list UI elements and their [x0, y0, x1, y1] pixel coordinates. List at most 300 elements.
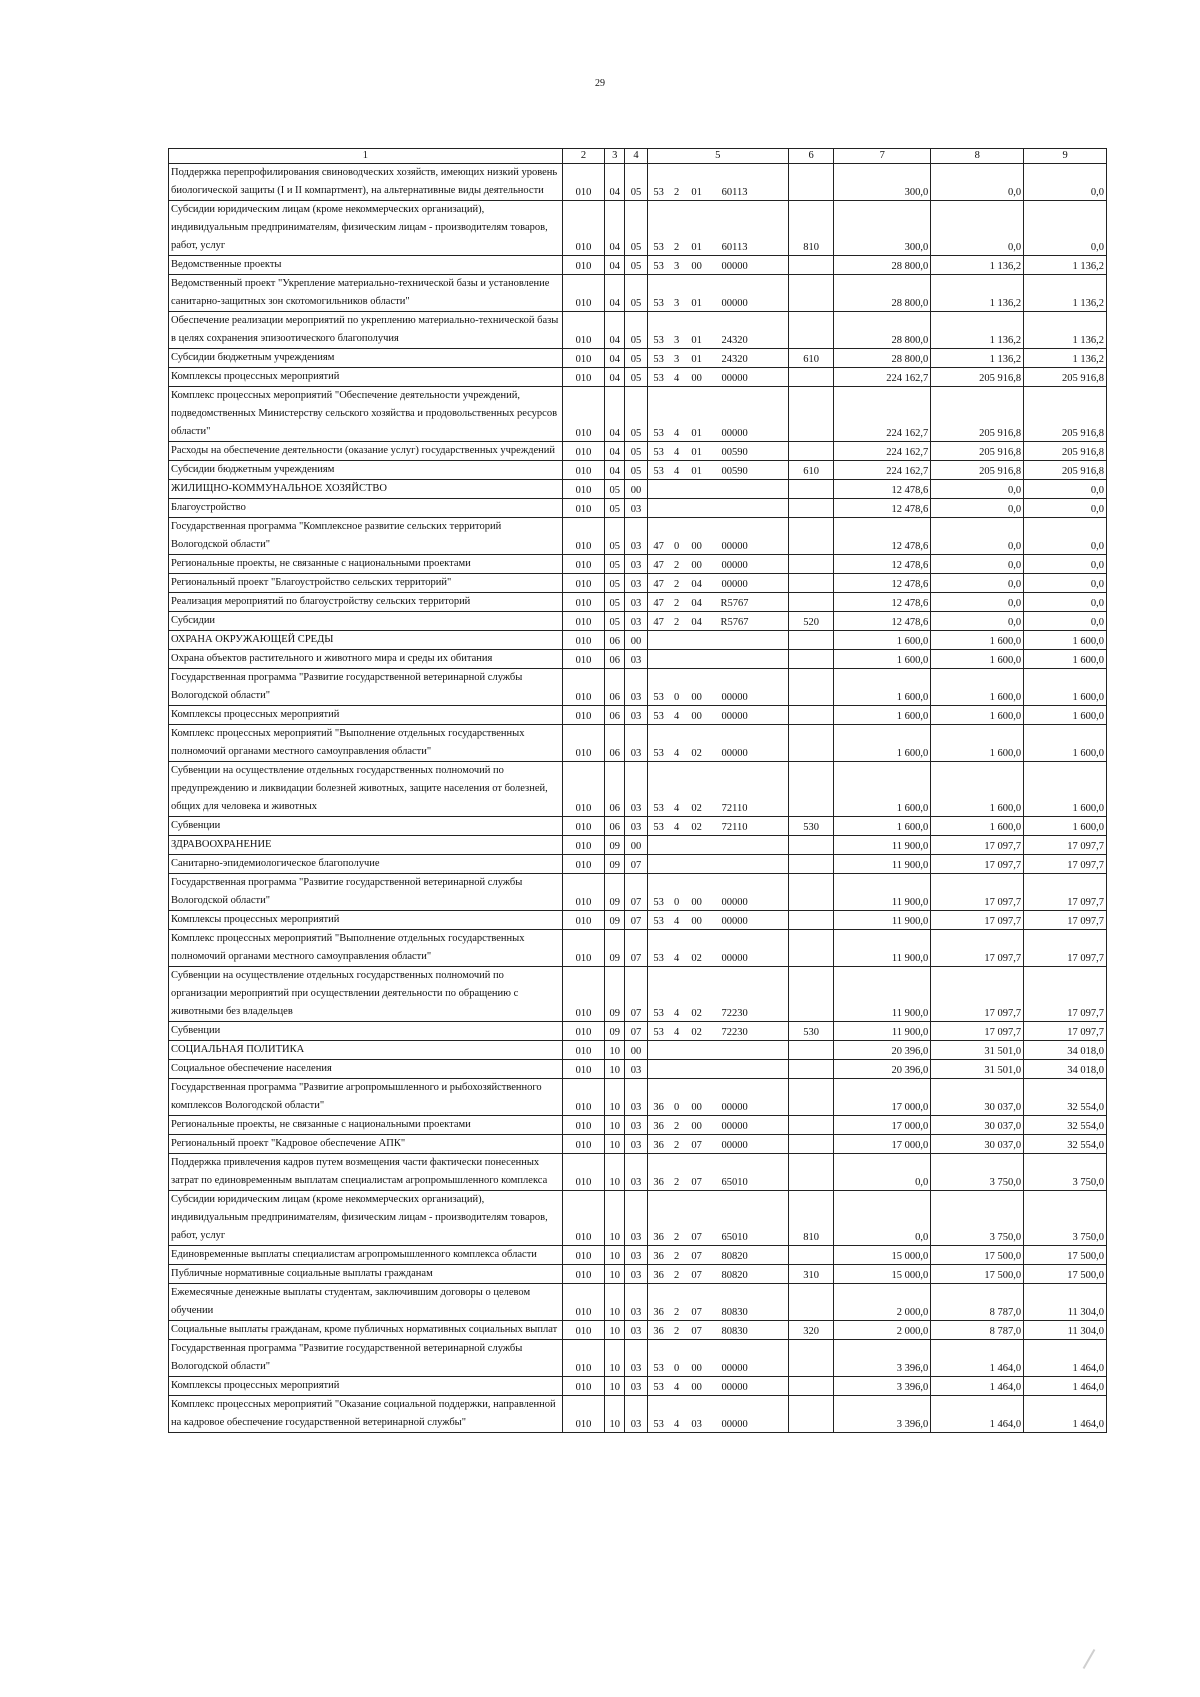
- row-amount-col9: 17 097,7: [1024, 855, 1107, 874]
- row-amount-col9: 1 600,0: [1024, 669, 1107, 706]
- row-amount-col8: 31 501,0: [931, 1060, 1024, 1079]
- target-direction: 80820: [721, 1270, 748, 1281]
- row-code-rz: 05: [605, 480, 625, 499]
- row-name: Ежемесячные денежные выплаты студентам, заключившим договоры о целевом обучении: [169, 1284, 563, 1321]
- row-expense-type: [788, 836, 833, 855]
- row-code-pr: 05: [625, 442, 647, 461]
- target-subprogram: 3: [673, 354, 680, 365]
- row-expense-type: [788, 312, 833, 349]
- row-target-code: [647, 1377, 788, 1396]
- row-code-gr: 010: [562, 349, 604, 368]
- target-item: 04: [691, 598, 702, 609]
- target-program: 53: [653, 1363, 664, 1374]
- row-code-rz: 10: [605, 1340, 625, 1377]
- row-code-pr: 03: [625, 518, 647, 555]
- row-target-code: [647, 574, 788, 593]
- row-amount-col9: 0,0: [1024, 555, 1107, 574]
- row-name: Обеспечение реализации мероприятий по укреплению материально-технической базы в целях сохранения эпизоотического благополучия: [169, 312, 563, 349]
- row-target-code: [647, 836, 788, 855]
- row-amount-col8: 1 600,0: [931, 762, 1024, 817]
- row-target-code: [647, 1284, 788, 1321]
- row-target-code: [647, 349, 788, 368]
- row-amount-col8: 1 464,0: [931, 1396, 1024, 1433]
- row-code-pr: 03: [625, 1191, 647, 1246]
- table-row: [169, 518, 1107, 555]
- row-name: Ведомственные проекты: [169, 256, 563, 275]
- row-expense-type: [788, 1041, 833, 1060]
- row-amount-col9: 1 136,2: [1024, 256, 1107, 275]
- target-item: 00: [691, 1102, 702, 1113]
- target-direction: 00590: [721, 466, 748, 477]
- target-subprogram: 2: [673, 1307, 680, 1318]
- row-expense-type: [788, 911, 833, 930]
- table-row: [169, 1079, 1107, 1116]
- page-number: 29: [595, 78, 605, 89]
- target-subprogram: 4: [673, 916, 680, 927]
- row-amount-col9: 1 136,2: [1024, 275, 1107, 312]
- row-target-code: [647, 1191, 788, 1246]
- row-code-rz: 04: [605, 164, 625, 201]
- row-code-rz: 06: [605, 725, 625, 762]
- row-code-gr: 010: [562, 164, 604, 201]
- target-item: 07: [691, 1307, 702, 1318]
- row-code-rz: 10: [605, 1079, 625, 1116]
- row-amount-col9: 1 136,2: [1024, 349, 1107, 368]
- row-code-gr: 010: [562, 256, 604, 275]
- row-code-gr: 010: [562, 1265, 604, 1284]
- row-amount-col9: 1 136,2: [1024, 312, 1107, 349]
- row-amount-col8: 205 916,8: [931, 442, 1024, 461]
- row-amount-col7: 12 478,6: [834, 480, 931, 499]
- row-expense-type: [788, 480, 833, 499]
- target-subprogram: 0: [673, 1363, 680, 1374]
- row-target-code: [647, 855, 788, 874]
- row-code-rz: 04: [605, 461, 625, 480]
- target-direction: 80830: [721, 1326, 748, 1337]
- row-name: Государственная программа "Комплексное развитие сельских территорий Вологодской области": [169, 518, 563, 555]
- row-expense-type: 520: [788, 612, 833, 631]
- row-name: Субсидии бюджетным учреждениям: [169, 461, 563, 480]
- row-name: СОЦИАЛЬНАЯ ПОЛИТИКА: [169, 1041, 563, 1060]
- target-direction: 00590: [721, 447, 748, 458]
- target-program: 36: [653, 1177, 664, 1188]
- table-row: [169, 1340, 1107, 1377]
- target-direction: 80830: [721, 1307, 748, 1318]
- row-amount-col7: 1 600,0: [834, 631, 931, 650]
- row-amount-col9: 0,0: [1024, 201, 1107, 256]
- target-item: 01: [691, 298, 702, 309]
- row-code-pr: 03: [625, 1396, 647, 1433]
- row-code-pr: 03: [625, 593, 647, 612]
- row-amount-col9: 0,0: [1024, 518, 1107, 555]
- row-target-code: [647, 725, 788, 762]
- target-subprogram: 4: [673, 953, 680, 964]
- row-code-rz: 10: [605, 1154, 625, 1191]
- target-program: 53: [653, 466, 664, 477]
- col-header-7: 7: [834, 149, 931, 164]
- row-expense-type: [788, 874, 833, 911]
- target-item: 00: [691, 692, 702, 703]
- table-row: [169, 256, 1107, 275]
- row-expense-type: [788, 387, 833, 442]
- target-subprogram: 4: [673, 711, 680, 722]
- row-target-code: [647, 1079, 788, 1116]
- row-amount-col8: 0,0: [931, 480, 1024, 499]
- row-code-gr: 010: [562, 725, 604, 762]
- target-subprogram: 3: [673, 298, 680, 309]
- row-code-gr: 010: [562, 368, 604, 387]
- row-amount-col8: 17 097,7: [931, 911, 1024, 930]
- target-program: 53: [653, 711, 664, 722]
- target-subprogram: 2: [673, 1232, 680, 1243]
- target-subprogram: 2: [673, 1140, 680, 1151]
- row-name: Субвенции на осуществление отдельных государственных полномочий по организации мероприятий при осуществлении деятельности по обращению с животными без владельцев: [169, 967, 563, 1022]
- table-row: [169, 1022, 1107, 1041]
- target-direction: 00000: [721, 1121, 748, 1132]
- target-subprogram: 0: [673, 1102, 680, 1113]
- row-target-code: [647, 1116, 788, 1135]
- row-amount-col8: 17 097,7: [931, 1022, 1024, 1041]
- row-code-rz: 06: [605, 650, 625, 669]
- row-expense-type: [788, 164, 833, 201]
- row-code-gr: 010: [562, 706, 604, 725]
- row-name: Комплексы процессных мероприятий: [169, 706, 563, 725]
- row-amount-col9: 34 018,0: [1024, 1041, 1107, 1060]
- target-direction: 00000: [721, 1363, 748, 1374]
- target-subprogram: 2: [673, 1326, 680, 1337]
- target-direction: 00000: [721, 916, 748, 927]
- row-expense-type: [788, 1246, 833, 1265]
- row-amount-col9: 17 097,7: [1024, 874, 1107, 911]
- row-code-rz: 05: [605, 593, 625, 612]
- row-code-rz: 04: [605, 312, 625, 349]
- row-amount-col7: 28 800,0: [834, 275, 931, 312]
- row-code-pr: 03: [625, 1284, 647, 1321]
- target-item: 02: [691, 748, 702, 759]
- table-row: [169, 855, 1107, 874]
- row-amount-col8: 17 097,7: [931, 967, 1024, 1022]
- target-subprogram: 3: [673, 335, 680, 346]
- row-amount-col8: 0,0: [931, 499, 1024, 518]
- target-item: 02: [691, 1027, 702, 1038]
- row-target-code: [647, 706, 788, 725]
- table-row: [169, 911, 1107, 930]
- row-target-code: [647, 817, 788, 836]
- row-amount-col7: 1 600,0: [834, 762, 931, 817]
- target-program: 36: [653, 1140, 664, 1151]
- target-item: 00: [691, 1382, 702, 1393]
- row-amount-col9: 0,0: [1024, 574, 1107, 593]
- row-amount-col7: 12 478,6: [834, 499, 931, 518]
- row-amount-col8: 8 787,0: [931, 1321, 1024, 1340]
- row-expense-type: [788, 1377, 833, 1396]
- col-header-5: 5: [647, 149, 788, 164]
- row-amount-col9: 17 097,7: [1024, 911, 1107, 930]
- row-code-pr: 07: [625, 855, 647, 874]
- row-expense-type: [788, 706, 833, 725]
- target-program: 53: [653, 354, 664, 365]
- table-row: [169, 650, 1107, 669]
- row-expense-type: [788, 1060, 833, 1079]
- row-code-rz: 09: [605, 874, 625, 911]
- row-code-rz: 10: [605, 1060, 625, 1079]
- target-subprogram: 4: [673, 1419, 680, 1430]
- row-expense-type: 310: [788, 1265, 833, 1284]
- row-code-gr: 010: [562, 312, 604, 349]
- table-row: [169, 387, 1107, 442]
- row-code-gr: 010: [562, 1135, 604, 1154]
- row-target-code: [647, 1340, 788, 1377]
- row-code-pr: 07: [625, 1022, 647, 1041]
- col-header-9: 9: [1024, 149, 1107, 164]
- budget-table: [168, 148, 1107, 1433]
- row-code-pr: 05: [625, 201, 647, 256]
- row-target-code: [647, 762, 788, 817]
- row-name: Публичные нормативные социальные выплаты гражданам: [169, 1265, 563, 1284]
- row-amount-col7: 11 900,0: [834, 967, 931, 1022]
- target-item: 01: [691, 242, 702, 253]
- target-item: 02: [691, 1008, 702, 1019]
- target-item: 07: [691, 1232, 702, 1243]
- row-expense-type: 610: [788, 461, 833, 480]
- target-item: 01: [691, 187, 702, 198]
- target-item: 02: [691, 803, 702, 814]
- target-program: 53: [653, 428, 664, 439]
- row-amount-col8: 30 037,0: [931, 1135, 1024, 1154]
- row-expense-type: [788, 574, 833, 593]
- row-code-gr: 010: [562, 1041, 604, 1060]
- row-amount-col9: 0,0: [1024, 499, 1107, 518]
- target-subprogram: 3: [673, 261, 680, 272]
- row-code-rz: 04: [605, 256, 625, 275]
- target-direction: 65010: [721, 1177, 748, 1188]
- row-amount-col9: 32 554,0: [1024, 1079, 1107, 1116]
- row-name: Комплекс процессных мероприятий "Обеспечение деятельности учреждений, подведомственных Министерству сельского хозяйства и продовольственных ресурсов области": [169, 387, 563, 442]
- row-amount-col9: 205 916,8: [1024, 368, 1107, 387]
- table-row: [169, 967, 1107, 1022]
- row-expense-type: [788, 1135, 833, 1154]
- row-expense-type: [788, 855, 833, 874]
- target-direction: 60113: [721, 242, 748, 253]
- row-amount-col7: 11 900,0: [834, 855, 931, 874]
- row-amount-col8: 17 097,7: [931, 836, 1024, 855]
- row-name: Комплексы процессных мероприятий: [169, 911, 563, 930]
- row-expense-type: [788, 762, 833, 817]
- row-code-pr: 03: [625, 1135, 647, 1154]
- row-amount-col9: 1 600,0: [1024, 631, 1107, 650]
- row-code-gr: 010: [562, 836, 604, 855]
- table-row: [169, 1396, 1107, 1433]
- row-code-gr: 010: [562, 930, 604, 967]
- row-code-rz: 05: [605, 612, 625, 631]
- target-direction: 65010: [721, 1232, 748, 1243]
- row-code-pr: 03: [625, 1246, 647, 1265]
- target-direction: 80820: [721, 1251, 748, 1262]
- row-code-rz: 06: [605, 817, 625, 836]
- target-item: 07: [691, 1177, 702, 1188]
- row-amount-col8: 0,0: [931, 555, 1024, 574]
- row-amount-col9: 0,0: [1024, 480, 1107, 499]
- table-row: [169, 574, 1107, 593]
- target-program: 53: [653, 335, 664, 346]
- row-amount-col9: 17 097,7: [1024, 1022, 1107, 1041]
- table-row: [169, 1191, 1107, 1246]
- row-amount-col7: 3 396,0: [834, 1377, 931, 1396]
- target-subprogram: 4: [673, 447, 680, 458]
- table-row: [169, 461, 1107, 480]
- row-amount-col7: 12 478,6: [834, 574, 931, 593]
- row-target-code: [647, 368, 788, 387]
- row-code-gr: 010: [562, 461, 604, 480]
- table-row: [169, 349, 1107, 368]
- table-row: [169, 480, 1107, 499]
- row-name: Расходы на обеспечение деятельности (оказание услуг) государственных учреждений: [169, 442, 563, 461]
- row-code-rz: 05: [605, 574, 625, 593]
- row-amount-col8: 30 037,0: [931, 1079, 1024, 1116]
- row-code-rz: 09: [605, 967, 625, 1022]
- table-row: [169, 874, 1107, 911]
- table-row: [169, 1116, 1107, 1135]
- target-subprogram: 2: [673, 579, 680, 590]
- row-code-pr: 03: [625, 612, 647, 631]
- table-row: [169, 1321, 1107, 1340]
- table-row: [169, 368, 1107, 387]
- row-expense-type: [788, 555, 833, 574]
- target-direction: 72110: [721, 803, 748, 814]
- row-amount-col7: 224 162,7: [834, 442, 931, 461]
- row-code-pr: 03: [625, 669, 647, 706]
- target-item: 00: [691, 1363, 702, 1374]
- row-code-pr: 07: [625, 930, 647, 967]
- target-subprogram: 4: [673, 1027, 680, 1038]
- target-direction: 00000: [721, 541, 748, 552]
- row-code-rz: 09: [605, 1022, 625, 1041]
- row-code-gr: 010: [562, 1191, 604, 1246]
- row-code-rz: 04: [605, 201, 625, 256]
- row-target-code: [647, 275, 788, 312]
- row-amount-col7: 11 900,0: [834, 874, 931, 911]
- target-item: 00: [691, 261, 702, 272]
- row-amount-col9: 17 500,0: [1024, 1265, 1107, 1284]
- row-code-pr: 03: [625, 1116, 647, 1135]
- target-direction: R5767: [720, 617, 749, 628]
- row-amount-col7: 17 000,0: [834, 1116, 931, 1135]
- target-program: 53: [653, 261, 664, 272]
- row-target-code: [647, 1154, 788, 1191]
- row-target-code: [647, 555, 788, 574]
- row-target-code: [647, 631, 788, 650]
- target-item: 01: [691, 466, 702, 477]
- row-amount-col9: 11 304,0: [1024, 1321, 1107, 1340]
- row-amount-col8: 1 600,0: [931, 817, 1024, 836]
- table-row: [169, 836, 1107, 855]
- row-name: Государственная программа "Развитие государственной ветеринарной службы Вологодской области": [169, 1340, 563, 1377]
- row-target-code: [647, 1135, 788, 1154]
- row-code-rz: 10: [605, 1396, 625, 1433]
- row-target-code: [647, 967, 788, 1022]
- target-direction: 72230: [721, 1008, 748, 1019]
- row-code-pr: 07: [625, 967, 647, 1022]
- row-code-gr: 010: [562, 669, 604, 706]
- row-code-pr: 03: [625, 1154, 647, 1191]
- row-amount-col8: 17 500,0: [931, 1265, 1024, 1284]
- row-amount-col8: 0,0: [931, 201, 1024, 256]
- row-amount-col9: 34 018,0: [1024, 1060, 1107, 1079]
- row-code-pr: 00: [625, 480, 647, 499]
- row-amount-col8: 1 464,0: [931, 1340, 1024, 1377]
- target-item: 00: [691, 373, 702, 384]
- row-amount-col9: 11 304,0: [1024, 1284, 1107, 1321]
- target-direction: 72230: [721, 1027, 748, 1038]
- row-code-pr: 03: [625, 725, 647, 762]
- target-program: 53: [653, 1008, 664, 1019]
- target-item: 04: [691, 617, 702, 628]
- row-amount-col8: 1 136,2: [931, 312, 1024, 349]
- row-amount-col7: 17 000,0: [834, 1079, 931, 1116]
- row-code-gr: 010: [562, 442, 604, 461]
- row-code-gr: 010: [562, 1321, 604, 1340]
- row-code-rz: 04: [605, 368, 625, 387]
- row-amount-col7: 12 478,6: [834, 518, 931, 555]
- row-code-gr: 010: [562, 650, 604, 669]
- target-item: 07: [691, 1140, 702, 1151]
- row-code-pr: 03: [625, 706, 647, 725]
- row-amount-col7: 300,0: [834, 201, 931, 256]
- row-code-rz: 09: [605, 855, 625, 874]
- row-code-gr: 010: [562, 855, 604, 874]
- row-amount-col7: 3 396,0: [834, 1396, 931, 1433]
- row-amount-col8: 31 501,0: [931, 1041, 1024, 1060]
- row-name: Субвенции: [169, 1022, 563, 1041]
- target-item: 07: [691, 1326, 702, 1337]
- col-header-4: 4: [625, 149, 647, 164]
- row-target-code: [647, 612, 788, 631]
- row-code-pr: 05: [625, 349, 647, 368]
- row-amount-col7: 1 600,0: [834, 706, 931, 725]
- table-row: [169, 593, 1107, 612]
- target-program: 36: [653, 1121, 664, 1132]
- target-item: 02: [691, 953, 702, 964]
- row-amount-col9: 1 464,0: [1024, 1377, 1107, 1396]
- row-amount-col7: 224 162,7: [834, 368, 931, 387]
- row-code-pr: 05: [625, 256, 647, 275]
- target-program: 47: [653, 617, 664, 628]
- row-expense-type: 530: [788, 1022, 833, 1041]
- table-row: [169, 1377, 1107, 1396]
- row-amount-col7: 2 000,0: [834, 1284, 931, 1321]
- row-amount-col7: 224 162,7: [834, 461, 931, 480]
- table-row: [169, 275, 1107, 312]
- target-subprogram: 0: [673, 541, 680, 552]
- target-direction: 24320: [721, 354, 748, 365]
- row-amount-col8: 1 600,0: [931, 706, 1024, 725]
- scan-mark: [1083, 1649, 1096, 1669]
- target-direction: 00000: [721, 711, 748, 722]
- row-amount-col7: 11 900,0: [834, 836, 931, 855]
- row-expense-type: 810: [788, 1191, 833, 1246]
- row-amount-col9: 0,0: [1024, 164, 1107, 201]
- row-code-pr: 05: [625, 461, 647, 480]
- row-amount-col8: 1 136,2: [931, 349, 1024, 368]
- table-row: [169, 725, 1107, 762]
- row-amount-col9: 3 750,0: [1024, 1191, 1107, 1246]
- row-code-rz: 10: [605, 1265, 625, 1284]
- target-program: 53: [653, 822, 664, 833]
- row-amount-col8: 0,0: [931, 574, 1024, 593]
- row-name: Охрана объектов растительного и животного мира и среды их обитания: [169, 650, 563, 669]
- row-amount-col9: 1 600,0: [1024, 817, 1107, 836]
- row-amount-col8: 17 097,7: [931, 874, 1024, 911]
